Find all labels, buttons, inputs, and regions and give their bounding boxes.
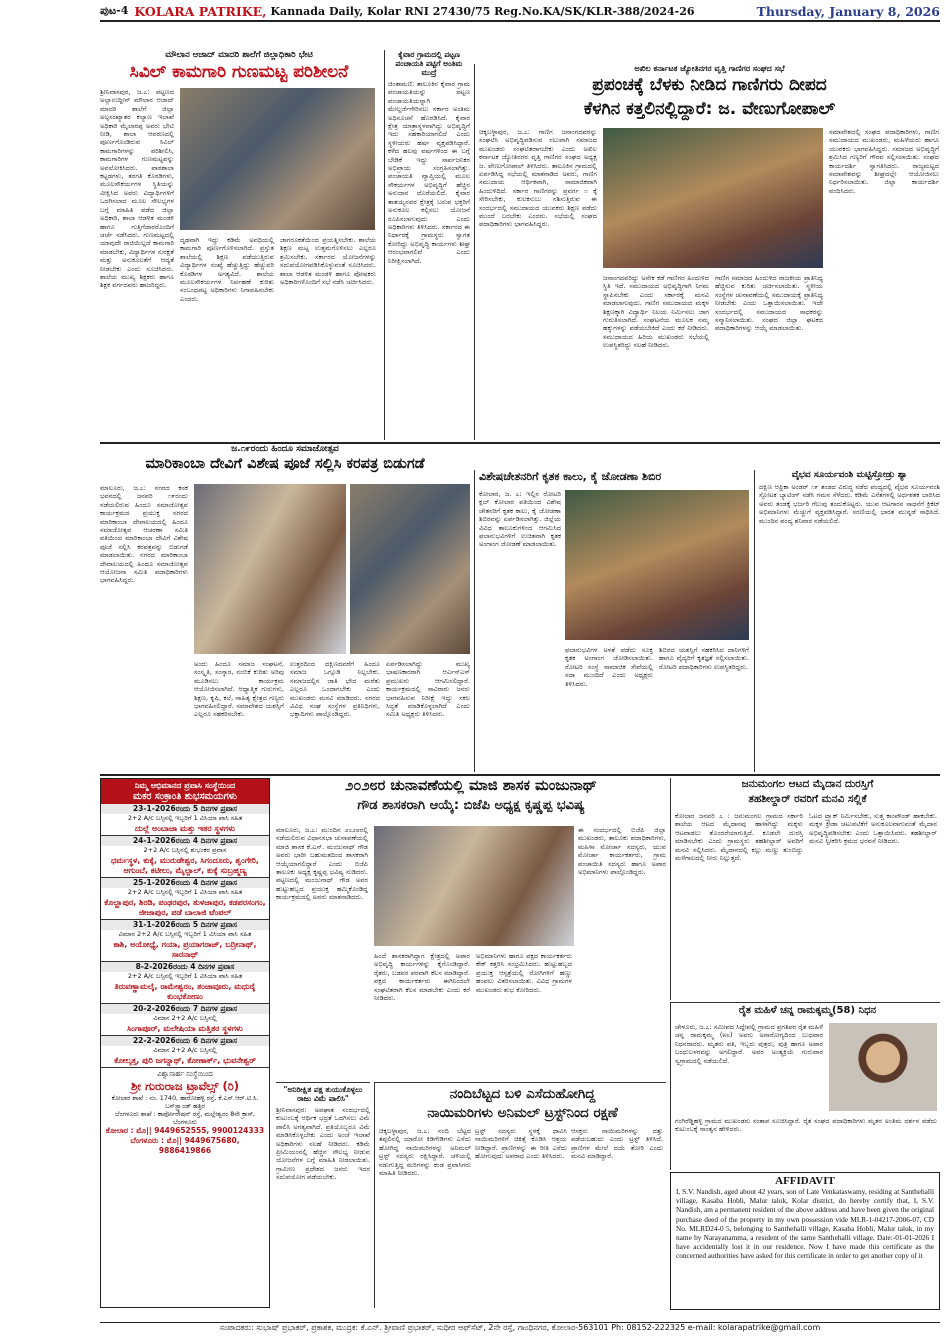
ad-tour-date: 23-1-2026ರಂದು 5 ದಿನಗಳ ಪ್ರವಾಸ (101, 804, 269, 814)
story-headline-line2: ಗೌಡ ಶಾಸಕರಾಗಿ ಆಯ್ಕೆ: ಬಿಜೆಪಿ ಅಧ್ಯಕ್ಷ ಕೃಷ್ಣಪ್ಪ ಭವಿಷ್ಯ (357, 798, 585, 813)
paper-sub: Kannada Daily, Kolar RNI 27430/75 Reg.No.KA/SK/KLR-388/2024-26 (270, 4, 695, 18)
divider (100, 774, 940, 776)
affidavit-body: I, S.V. Nandish, aged about 42 years, son of Late Venkataswamy, residing at Santhehalli village, Kasaba Hobli, Malur taluk, Kolar district, do hereby certify that, I, S.V. Nandish, am a permanent resident of the above address and have been given the original purchase deed of the property in my own possession vide MLR-1-04217-2006-07, CD No. MLRD24-0 5, belonging to Santhehalli village, Kasaba Hobli, Malur taluk, in my name by Narayanamma, a resident of the same Santhehalli village. Date:-01-01-2026 I have accidentally lost it in our residence. Now I have made this certificate as the concerned authorities have asked for this certificate in order to get another copy of it (676, 1187, 934, 1261)
story-ganiga (474, 64, 940, 440)
obituary (670, 1002, 940, 1170)
obit-body-2: ಗಂಗಿರೆಡ್ಡಿಹಳ್ಳಿ ಗ್ರಾಮದ ಮುಖಂಡರು ಸಂತಾಪ ಸೂಚಿಸಿದ್ದಾರೆ. ರೈತ ಸಂಘದ ಪದಾಧಿಕಾರಿಗಳು ಮೃತರ ಅಂತಿಮ ದರ್ಶನ ಪಡೆದು ಕುಟುಂಬಕ್ಕೆ ಸಾಂತ್ವನ ಹೇಳಿದರು. (675, 1117, 937, 1134)
story-body-col1: ಶ್ರೀನಿವಾಸಪುರ, ಜ.೭: ಪಟ್ಟಣದ ಅಲ್ಲಾಉದ್ದೀನ್ ಮೌಲಾನ ಆಜಾದ್ ಮಾದರಿ ಶಾಲೆಗೆ ಜಿಲ್ಲಾ ಅಲ್ಪಸಂಖ್ಯಾತರ ಕಲ್ಯಾಣ ಇಲಾಖೆ ಅಧಿಕಾರಿ ಮೈಲಾರಪ್ಪ ಅವರು ಭೇಟಿ ನೀಡಿ, ಶಾಲಾ ಆವರಣದಲ್ಲಿ ಪೂರ್ಣಗೊಂಡಿರುವ ಸಿವಿಲ್ ಕಾಮಗಾರಿಗಳನ್ನು ಪರಿಶೀಲಿಸಿ, ಕಾಮಗಾರಿಗಳ ಗುಣಮಟ್ಟವನ್ನು ಅವಲೋಕಿಸಿದರು. ಪಾಠಶಾಲಾ ಕಟ್ಟಡಗಳು, ತರಗತಿ ಕೊಠಡಿಗಳು, ಮೂಲಸೌಕರ್ಯಗಳ ಸ್ಥಿತಿಯನ್ನು ವೀಕ್ಷಿಸಿದ ಅವರು ವಿದ್ಯಾರ್ಥಿಗಳಿಗೆ ಒದಗಿಸಲಾದ ಮೂಲ ಸೌಲಭ್ಯಗಳ ಬಗ್ಗೆ ಮಾಹಿತಿ ಪಡೆದ ಜಿಲ್ಲಾ ಅಧಿಕಾರಿ, ಶಾಲಾ ಆಡಳಿತ ಮಂಡಳಿ ಹಾಗೂ ಗುತ್ತಿಗೆದಾರರೊಂದಿಗೆ ಚರ್ಚೆ ನಡೆಸಿದರು. ಗುಣಮಟ್ಟದಲ್ಲಿ ಯಾವುದೇ ರಾಜಿಯಿಲ್ಲದೆ ಕಾಮಗಾರಿ ಮಾಡಬೇಕು, ವಿದ್ಯಾರ್ಥಿಗಳ ಸುರಕ್ಷತೆ ಮತ್ತು ಅನುಕೂಲತೆಗೆ ಆದ್ಯತೆ ನೀಡಬೇಕು ಎಂದು ಸೂಚಿಸಿದರು. ಶಾಲೆಯ ಮುಖ್ಯ ಶಿಕ್ಷಕರು ಹಾಗೂ ಶಿಕ್ಷಕ ವರ್ಗದವರು ಹಾಜರಿದ್ದರು. (100, 88, 174, 290)
story-civil-works (100, 50, 378, 440)
story-photo (374, 826, 574, 946)
story-headline: ಮಾರಿಕಾಂಬಾ ದೇವಿಗೆ ವಿಶೇಷ ಪೂಜೆ ಸಲ್ಲಿಸಿ ಕರಪತ್ರ ಬಿಡುಗಡೆ (145, 456, 425, 472)
story-photo (180, 88, 375, 230)
ad-tour-item (101, 878, 269, 920)
ad-tour-bus: ವಿಮಾನ 2+2 A/c ಬಸ್ಸಿನಲ್ಲಿ (153, 1014, 217, 1022)
affidavit (670, 1172, 940, 1310)
obit-body: ಚೇಳೂರು, ಜ.೭: ಸಮೀಪದ ಸಿದ್ದೇಪಲ್ಲಿ ಗ್ರಾಮದ ಪ್ರಗತಿಪರ ರೈತ ಮಹಿಳೆ ಚನ್ನ ರಾಮಕ್ಕಮ್ಮ (೫೮) ಅವರು ಅನಾರೋಗ್ಯದಿಂದ ಬುಧವಾರ ನಿಧನರಾದರು. ಮೃತರು ಪತಿ, ಇಬ್ಬರು ಪುತ್ರರು, ಪುತ್ರಿ ಹಾಗೂ ಅಪಾರ ಬಂಧುಬಳಗವನ್ನು ಅಗಲಿದ್ದಾರೆ. ಅವರ ಅಂತ್ಯಕ್ರಿಯೆ ಗುರುವಾರ ಸ್ವಗ್ರಾಮದಲ್ಲಿ ನಡೆಯಲಿದೆ. (675, 1023, 823, 1065)
story-body-col3: ಅಭಿಮಾನಿಗಳು ಹಾಗೂ ಪಕ್ಷದ ಕಾರ್ಯಕರ್ತರು ಕೇಕ್ ಕತ್ತರಿಸಿ ಸಂಭ್ರಮಿಸಿದರು. ಹುಟ್ಟುಹಬ್ಬದ ಪ್ರಯುಕ್ತ ಆಸ್ಪತ್ರೆಯಲ್ಲಿ ರೋಗಿಗಳಿಗೆ ಹಣ್ಣು ಹಂಪಲು ವಿತರಿಸಲಾಯಿತು. ವಿವಿಧ ಗ್ರಾಮಗಳ ಮುಖಂಡರು ಶುಭ ಕೋರಿದರು. (476, 952, 572, 994)
story-body: ಶ್ರೀನಿವಾಸಪುರ: ಅಪಘಾತ ಸಂದರ್ಭದಲ್ಲಿ ಕುಟುಂಬಕ್ಕೆ ಆರ್ಥಿಕ ಭದ್ರತೆ ಒದಗಿಸಲು ವಿಮೆ ಪಾಲಿಸಿ ಅಗತ್ಯವಾಗಿದೆ. ಪ್ರತಿಯೊಬ್ಬರೂ ವಿಮೆ ಮಾಡಿಸಿಕೊಳ್ಳಬೇಕು ಎಂದು ಅಂಚೆ ಇಲಾಖೆ ಅಧಿಕಾರಿಗಳು ಸಲಹೆ ನೀಡಿದರು. ಕಡಿಮೆ ಪ್ರೀಮಿಯಂನಲ್ಲಿ ಹೆಚ್ಚಿನ ಸೌಲಭ್ಯ ನೀಡುವ ಯೋಜನೆಗಳ ಬಗ್ಗೆ ಮಾಹಿತಿ ನೀಡಲಾಯಿತು. ಗ್ರಾಮೀಣ ಪ್ರದೇಶದ ಜನರು ಇದರ ಸದುಪಯೋಗ ಪಡೆಯಬೇಕು. (276, 1106, 370, 1182)
story-kicker: ಕೈವಾರ ಗ್ರಾಮದಲ್ಲಿ ಪಟ್ಟಣ ಪಂಚಾಯತಿ ಪಟ್ಟಿಗೆ ಅಂತಿಮ ಮುದ್ರೆ (395, 50, 463, 77)
story-photo-right (350, 484, 470, 654)
ad-brand-small: ವಿಶ್ವಾಸಾರ್ಹ ಸಂಸ್ಥೆಯಿಂದ (157, 1070, 213, 1078)
ad-tour-places: ತಿರುವಣ್ಣಾಮಲೈ, ರಾಮೇಶ್ವರಂ, ತಂಜಾವೂರು, ಮಧುರೈ ಕುಂಭಕೋಣಂ (114, 982, 256, 1001)
story-body-col3: ಆಸಕ್ತರು ನಾಯಿಮರಿಗಳನ್ನು ದತ್ತು ಪಡೆಯಬಹುದು ಎಂದು ಟ್ರಸ್ಟ್ ತಿಳಿಸಿದೆ. ಪ್ರಾಣಿಗಳ ಮೇಲೆ ದಯೆ ತೋರಿ ಎಂದು ಮನವಿ ಮಾಡಿದ್ದಾರೆ. (571, 1127, 663, 1161)
ad-tour-date: 25-1-2026ರಂದು 4 ದಿನಗಳ ಪ್ರವಾಸ (101, 878, 269, 888)
ad-title-line1: ನಿಮ್ಮ ಆಭಿಮಾನದ ಪ್ರವಾಸಿ ಸಂಸ್ಥೆಯಿಂದ (134, 781, 236, 790)
story-insurance (276, 1082, 370, 1308)
ad-tour-list (101, 804, 269, 1068)
footer (100, 1322, 940, 1335)
ad-tour-bus: ವಿಮಾನ 2+2 A/c ಬಸ್ಸಿನಲ್ಲಿ (153, 1046, 217, 1054)
ad-tour-date: 20-2-2026ರಂದು 7 ದಿನಗಳ ಪ್ರವಾಸ (101, 1004, 269, 1014)
story-body-col2: ಓಟದ ಟ್ರ್ಯಾಕ್ ನಿರ್ಮಿಸಬೇಕು, ಸುತ್ತ ಕಾಂಪೌಂಡ್ ಹಾಕಬೇಕು. ಮಕ್ಕಳ ಕ್ರೀಡಾ ಚಟುವಟಿಕೆಗೆ ಅನುಕೂಲವಾಗುವಂತೆ ಮೈದಾನ ಅಭಿವೃದ್ಧಿಪಡಿಸಬೇಕು ಎಂದು ಒತ್ತಾಯಿಸಿದರು. ತಹಶೀಲ್ದಾರ್ ಮನವಿ ಸ್ವೀಕರಿಸಿ ಕ್ರಮದ ಭರವಸೆ ನೀಡಿದರು. (809, 812, 937, 846)
footer-imprint: ಸಂಪಾದಕರು: ಸುಭಾಷ್ ಪ್ರಭಾಕರ್, ಪ್ರಕಾಶಕ, ಮುದ್ರಕ: ಕೆ.ಎನ್. ಶ್ರೀವಾಣಿ ಪ್ರಭಾಕರ್, ಸುಧೀರ ಆಫ್‌ಸೆಟ್, 2ನೇ ರಸ್ತೆ, ಗಾಂಧಿನಗರ, ಕೋಲಾರ-563101 Ph: 08152-222325 e-mail: kolarapatrike@gmail.com (219, 1323, 821, 1332)
ad-brand-block (101, 1068, 269, 1155)
story-body-col4: ಈ ಸಂದರ್ಭದಲ್ಲಿ ಬಿಜೆಪಿ ಜಿಲ್ಲಾ ಮುಖಂಡರು, ತಾಲೂಕು ಪದಾಧಿಕಾರಿಗಳು, ಮಹಿಳಾ ಮೋರ್ಚಾ ಸದಸ್ಯರು, ಯುವ ಮೋರ್ಚಾ ಕಾರ್ಯಕರ್ತರು, ಗ್ರಾಮ ಪಂಚಾಯಿತಿ ಸದಸ್ಯರು ಹಾಗೂ ಅಪಾರ ಅಭಿಮಾನಿಗಳು ಪಾಲ್ಗೊಂಡಿದ್ದರು. (578, 826, 666, 877)
ad-tour-item (101, 920, 269, 962)
ad-tour-item (101, 1004, 269, 1036)
ad-tour-item (101, 1036, 269, 1068)
ad-tour-date: 22-2-2026ರಂದು 6 ದಿನಗಳ ಪ್ರವಾಸ (101, 1036, 269, 1046)
ad-tour-item (101, 804, 269, 836)
story-body-col1: ಚಿಕ್ಕಬಳ್ಳಾಪುರ, ಜ.೭: ಗಾಣಿಗ ಜನಾಂಗದವರನ್ನು ಸಂಘಟಿಸಿ ಅಭಿವೃದ್ಧಿಪಡಿಸುವ ಸಲುವಾಗಿ ಸಮಾಜದ ಮುಖಂಡರು ಸಂಘಟಿತರಾಗಬೇಕು ಎಂದು ಅಖಿಲ ಕರ್ನಾಟಕ ಜ್ಯೋತಿನಗರ ವೃತ್ತಿ ಗಾಣಿಗರ ಸಂಘದ ಅಧ್ಯಕ್ಷ ಜ. ವೇಣುಗೋಪಾಲ್ ತಿಳಿಸಿದರು. ತಾಲೂಕಿನ ಗ್ರಾಮದಲ್ಲಿ ಏರ್ಪಡಿಸಿದ್ದ ಸಭೆಯಲ್ಲಿ ಮಾತನಾಡಿದ ಅವರು, ಗಾಣಿಗ ಸಮುದಾಯ ಆರ್ಥಿಕವಾಗಿ, ಸಾಮಾಜಿಕವಾಗಿ ಹಿಂದುಳಿದಿದೆ. ಸರ್ಕಾರ ಗಾಣಿಗರನ್ನು ಪ್ರವರ್ಗ ೧ ಕ್ಕೆ ಸೇರಿಸಬೇಕು, ಕುಲಕಸುಬು ನಶಿಸುತ್ತಿರುವ ಈ ಸಂದರ್ಭದಲ್ಲಿ ಸಮುದಾಯದ ಯುವಕರು ಶಿಕ್ಷಣ ಪಡೆದು ಮುಂದೆ ಬರಬೇಕು ಎಂದರು. ಸಭೆಯಲ್ಲಿ ಸಂಘದ ಪದಾಧಿಕಾರಿಗಳು ಭಾಗವಹಿಸಿದ್ದರು. (479, 128, 597, 229)
story-headline: ವಿಶೇಷಚೇತನರಿಗೆ ಕೃತಕ ಕಾಲು, ಕೈ ಜೋಡಣಾ ಶಿಬಿರ (479, 470, 662, 483)
story-body-col2: ಟ್ರಸ್ಟ್ ಸದಸ್ಯರು ಸ್ಥಳಕ್ಕೆ ಧಾವಿಸಿ ನಾಯಿಮರಿಗಳಿಗೆ ಚಿಕಿತ್ಸೆ ಕೊಡಿಸಿ ಆಶ್ರಯ ನೀಡಿದ್ದಾರೆ. ಪ್ರಾಣಿಗಳನ್ನು ಈ ರೀತಿ ಎಸೆದು ಹೋಗುವುದು ಅಪರಾಧ ಎಂದು ತಿಳಿಸಿದರು. (475, 1127, 567, 1161)
story-headline-line1: ೨೦೨೮ರ ಚುನಾವಣೆಯಲ್ಲಿ ಮಾಜಿ ಶಾಸಕ ಮಂಜುನಾಥ್ (345, 778, 597, 794)
story-body-col3: ಗಾಣಿಗ ಸಮಾಜದ ಹಿಂದುಳಿದ ರಾಜಕೀಯ ಪ್ರಾತಿನಿಧ್ಯ ಹೆಚ್ಚಿಸುವ ಕುರಿತು ಚರ್ಚಿಸಲಾಯಿತು. ಸ್ಥಳೀಯ ಸಂಸ್ಥೆಗಳ ಚುನಾವಣೆಯಲ್ಲಿ ಸಮುದಾಯಕ್ಕೆ ಪ್ರಾತಿನಿಧ್ಯ ನೀಡಬೇಕು ಎಂದು ಒತ್ತಾಯಿಸಲಾಯಿತು. ಇದೇ ಸಂದರ್ಭದಲ್ಲಿ ಸಮುದಾಯದ ಸಾಧಕರನ್ನು ಸನ್ಮಾನಿಸಲಾಯಿತು. ಸಂಘದ ಜಿಲ್ಲಾ ಘಟಕದ ಪದಾಧಿಕಾರಿಗಳನ್ನು ಆಯ್ಕೆ ಮಾಡಲಾಯಿತು. (715, 274, 823, 333)
ad-tour-item (101, 836, 269, 878)
travel-ad (100, 778, 270, 1308)
story-kicker: "ಅನಿರೀಕ್ಷಿತ ಪಕ್ಷ ತುಯುಕೊಳ್ಳಲು ರಾಜು ವಿಮೆ ಪಾಲಿಸಿ" (283, 1085, 363, 1103)
page-number: ಪುಟ-4 (100, 4, 129, 17)
obit-headline: ರೈತ ಮಹಿಳೆ ಚನ್ನ ರಾಮಕ್ಕಮ್ಮ(58) ನಿಧನ (738, 1005, 877, 1016)
ad-phone-2: ಬೆಂಗಳೂರು : ಮೊ|| 9449675680, 9886419866 (130, 1136, 240, 1155)
story-headline-line2: ನಾಯಿಮರಿಗಳು ಅನಿಮಲ್ ಟ್ರಸ್ಟ್‌ನಿಂದ ರಕ್ಷಣೆ (427, 1105, 618, 1121)
ad-tour-bus: 2+2 A/c ಬಸ್ಸಿನಲ್ಲಿ ಇಬ್ಬರಿಗೆ 1 ವಿಸಿಯಾ ಪಾಸಿ ಸಹಿತ (127, 814, 243, 822)
paper-name: KOLARA PATRIKE, (134, 3, 267, 19)
ad-tour-date: 8-2-2026ರಂದು 4 ದಿನಗಳ ಪ್ರವಾಸ (101, 962, 269, 972)
story-marikamba (100, 444, 470, 772)
ad-title (101, 779, 269, 804)
story-body-col4: ಏರ್ಪಡಿಸಲಾಗಿದ್ದು ಮುಖ್ಯ ಭಾಷಣಕಾರರಾಗಿ ಆರ್ಎಸ್ಎಸ್ ಪ್ರಮುಖರು ಆಗಮಿಸಲಿದ್ದಾರೆ. ಕಾರ್ಯಕ್ರಮದಲ್ಲಿ ಸಾವಿರಾರು ಜನರು ಭಾಗವಹಿಸುವ ನಿರೀಕ್ಷೆ ಇದ್ದು ಸಕಲ ಸಿದ್ಧತೆ ಮಾಡಿಕೊಳ್ಳಲಾಗಿದೆ ಎಂದು ಸಮಿತಿ ಅಧ್ಯಕ್ಷರು ತಿಳಿಸಿದರು. (386, 660, 470, 719)
story-kicker: ಮೌಲಾನ ಆಜಾದ್ ಮಾದರಿ ಶಾಲೆಗೆ ಜಿಲ್ಲಾಧಿಕಾರಿ ಭೇಟಿ (165, 50, 313, 60)
issue-date: Thursday, January 8, 2026 (756, 3, 940, 19)
story-body-col3: ಶಿಬಿರದ ಯಶಸ್ಸಿಗೆ ಸಹಕರಿಸಿದ ದಾನಿಗಳಿಗೆ ಹಾಗೂ ವೈದ್ಯರಿಗೆ ಕೃತಜ್ಞತೆ ಸಲ್ಲಿಸಲಾಯಿತು. ರೋಟರಿ ಪದಾಧಿಕಾರಿಗಳು ಉಪಸ್ಥಿತರಿದ್ದರು. (659, 646, 749, 671)
ad-tour-places: ಕಾಶಿ, ಅಯೋಧ್ಯೆ, ಗಯಾ, ಪ್ರಯಾಗರಾಜ್, ಬದ್ರೀನಾಥ್, ಸಾರನಾಥ್ (113, 940, 257, 959)
story-manjunath (276, 778, 666, 1078)
obit-portrait (829, 1023, 937, 1111)
masthead (100, 2, 940, 22)
ad-tour-bus: 2+2 A/c ಬಸ್ಸಿನಲ್ಲಿ ಇಬ್ಬರಿಗೆ 1 ವಿಸಿಯಾ ಪಾಸಿ ಸಹಿತ (127, 972, 243, 980)
ad-phone-1: ಕೋಲಾರ : ಮೊ|| 9449652555, 9900124333 (105, 1126, 265, 1135)
ad-tour-bus: ವಿಮಾನ 2+2 A/c ಬಸ್ಸಿನಲ್ಲಿ ಇಬ್ಬರಿಗೆ 1 ವಿಸಿಯಾ ಪಾಸಿ ಸಹಿತ (118, 930, 252, 938)
ad-title-line2: ಮಕರ ಸಂಕ್ರಾಂತಿ ಶುಭಸಮಯಗಳು (133, 791, 237, 802)
story-kicker: ಜ.೧೯ರಂದು ಹಿಂದೂ ಸಮಾಜೋತ್ಸವ (231, 444, 339, 454)
ad-brand: ಶ್ರೀ ಗುರುರಾಜ ಟ್ರಾವೆಲ್ಸ್ (ರಿ) (130, 1079, 240, 1093)
story-body-col2: ಜನಾಂಗದವರಿದ್ದು ಅನೇಕ ಕಡೆ ಗಾಣಿಗರ ಹಿಂದುಳಿದ ಸ್ಥಿತಿ ಇದೆ. ಸಮುದಾಯದ ಅಭಿವೃದ್ಧಿಗಾಗಿ ನಿಗಮ ಸ್ಥಾಪಿಸಬೇಕು ಎಂದು ಸರ್ಕಾರಕ್ಕೆ ಮನವಿ ಮಾಡಲಾಗುವುದು. ಗಾಣಿಗ ಸಮುದಾಯದ ಮಕ್ಕಳ ಶಿಕ್ಷಣಕ್ಕಾಗಿ ವಿದ್ಯಾರ್ಥಿ ನಿಲಯ ನಿರ್ಮಿಸಲು ಜಾಗ ಗುರುತಿಸಲಾಗಿದೆ. ಸಂಘಟನೆಯ ಮೂಲಕ ನಮ್ಮ ಹಕ್ಕುಗಳನ್ನು ಪಡೆಯಬೇಕಿದೆ ಎಂದು ಕರೆ ನೀಡಿದರು. ಸಮುದಾಯದ ಹಿರಿಯ ಮುಖಂಡರು ಸಭೆಯಲ್ಲಿ ಉಪಸ್ಥಿತರಿದ್ದು ಸಲಹೆ ನೀಡಿದರು. (603, 274, 709, 350)
story-body-col1: ಮಾಲೂರು, ಜ.೭: ಮುಂದಿನ ೨೦೨೮ರಲ್ಲಿ ನಡೆಯಲಿರುವ ವಿಧಾನಸಭಾ ಚುನಾವಣೆಯಲ್ಲಿ ಮಾಜಿ ಶಾಸಕ ಕೆ.ಎಸ್. ಮಂಜುನಾಥ್ ಗೌಡ ಅವರು ಭಾರೀ ಬಹುಮತದಿಂದ ಶಾಸಕರಾಗಿ ಆಯ್ಕೆಯಾಗಲಿದ್ದಾರೆ ಎಂದು ಬಿಜೆಪಿ ತಾಲೂಕು ಅಧ್ಯಕ್ಷ ಕೃಷ್ಣಪ್ಪ ಭವಿಷ್ಯ ನುಡಿದರು. ಪಟ್ಟಣದಲ್ಲಿ ಮಂಜುನಾಥ್ ಗೌಡ ಅವರ ಹುಟ್ಟುಹಬ್ಬದ ಪ್ರಯುಕ್ತ ಹಮ್ಮಿಕೊಂಡಿದ್ದ ಕಾರ್ಯಕ್ರಮದಲ್ಲಿ ಅವರು ಮಾತನಾಡಿದರು. (276, 826, 368, 902)
story-kaiwara (384, 50, 470, 440)
story-headline-line1: ಪ್ರಪಂಚಕ್ಕೆ ಬೆಳಕು ನೀಡಿದ ಗಾಣಿಗರು ದೀಪದ (592, 75, 827, 95)
story-body-col3: ಜಾಗರೂಕತೆಯಿಂದ ಪ್ರಯತ್ನಿಸಬೇಕು. ಶಾಲೆಯ ಶಿಕ್ಷಣ ಮಟ್ಟ ಉತ್ತಮಗೊಳಿಸಲು ಎಲ್ಲರೂ ಶ್ರಮಿಸಬೇಕು. ಸರ್ಕಾರದ ಯೋಜನೆಗಳನ್ನು ಸದುಪಯೋಗಪಡಿಸಿಕೊಳ್ಳುವಂತೆ ಸೂಚಿಸಿದರು. ಶಾಲಾ ಆಡಳಿತ ಮಂಡಳಿ ಹಾಗೂ ಪೋಷಕರು ಅಧಿಕಾರಿಗಳೊಂದಿಗೆ ಸಭೆ ನಡೆಸಿ ಚರ್ಚಿಸಿದರು. (280, 236, 376, 287)
story-playground (670, 778, 940, 1000)
story-body-col3: ಉತ್ತರದಿಂದ ದಕ್ಷಿಣದವರೆಗೆ ಹಿಂದೂ ಸಮಾಜ ಒಗ್ಗೂಡಿ ನಿಲ್ಲಬೇಕು. ಸಮಾಜದಲ್ಲಿನ ಜಾತಿ ಭೇದ ಮರೆತು ಎಲ್ಲರೂ ಒಂದಾಗಬೇಕು ಎಂದು ಮುಖಂಡರು ಮನವಿ ಮಾಡಿದರು. ನಗರದ ವಿವಿಧ ಸಂಘ ಸಂಸ್ಥೆಗಳ ಪ್ರತಿನಿಧಿಗಳು, ಭಕ್ತಾದಿಗಳು ಪಾಲ್ಗೊಂಡಿದ್ದರು. (290, 660, 380, 719)
story-body-col2: ಫಲಾನುಭವಿಗಳ ಅಳತೆ ಪಡೆದು ಸೂಕ್ತ ಕೃತಕ ಅಂಗಾಂಗ ಜೋಡಿಸಲಾಯಿತು. ರೋಟರಿ ಸಂಸ್ಥೆ ಸಾಮಾಜಿಕ ಸೇವೆಯಲ್ಲಿ ಸದಾ ಮುಂದಿದೆ ಎಂದು ಅಧ್ಯಕ್ಷರು ತಿಳಿಸಿದರು. (565, 646, 653, 688)
story-body-col1: ಕೋಲಾರ, ಜ. ೭: ಇಲ್ಲಿನ ರೋಟರಿ ಕ್ಲಬ್ ಕೋಲಾರ ವತಿಯಿಂದ ವಿಶೇಷ ಚೇತನರಿಗೆ ಕೃತಕ ಕಾಲು, ಕೈ ಜೋಡಣಾ ಶಿಬಿರವನ್ನು ಏರ್ಪಡಿಸಲಾಗಿತ್ತು. ಜಿಲ್ಲೆಯ ವಿವಿಧ ತಾಲೂಕುಗಳಿಂದ ಆಗಮಿಸಿದ ಫಲಾನುಭವಿಗಳಿಗೆ ಉಚಿತವಾಗಿ ಕೃತಕ ಅಂಗಾಂಗ ಜೋಡಣೆ ಮಾಡಲಾಯಿತು. (479, 490, 561, 549)
story-body-col2: ದೃಢವಾಗಿ ಇದ್ದು ಕಡಿಮೆ ಅವಧಿಯಲ್ಲಿ ಕಾಮಗಾರಿ ಪೂರ್ಣಗೊಳಿಸಲಾಗಿದೆ. ಪ್ರಸ್ತುತ ಶಾಲೆಯಲ್ಲಿ ಶಿಕ್ಷಣ ಪಡೆಯುತ್ತಿರುವ ವಿದ್ಯಾರ್ಥಿಗಳ ಸಂಖ್ಯೆ ಹೆಚ್ಚುತ್ತಿದ್ದು ಹೆಚ್ಚುವರಿ ಕೊಠಡಿಗಳ ಅಗತ್ಯವಿದೆ. ಶಾಲೆಯ ಮೂಲಸೌಕರ್ಯಗಳ ನಿರ್ವಹಣೆ ಕುರಿತು ಸಂಬಂಧಪಟ್ಟ ಅಧಿಕಾರಿಗಳು ನಿಗಾವಹಿಸಬೇಕು ಎಂದರು. (180, 236, 274, 303)
ad-tour-bus: 2+2 A/c ಬಸ್ಸಿನಲ್ಲಿ ಇಬ್ಬರಿಗೆ 1 ವಿಸಿಯಾ ಪಾಸಿ ಸಹಿತ (127, 888, 243, 896)
story-body-col4: ಸಮಾವೇಶದಲ್ಲಿ ಸಂಘದ ಪದಾಧಿಕಾರಿಗಳು, ಗಾಣಿಗ ಸಮುದಾಯದ ಮುಖಂಡರು, ಮಹಿಳೆಯರು ಹಾಗೂ ಯುವಕರು ಭಾಗವಹಿಸಿದ್ದರು. ಸಮಾಜದ ಅಭಿವೃದ್ಧಿಗೆ ಶ್ರಮಿಸಿದ ಗಣ್ಯರಿಗೆ ಗೌರವ ಸಲ್ಲಿಸಲಾಯಿತು. ಸಂಘದ ಕಾರ್ಯದರ್ಶಿ ಸ್ವಾಗತಿಸಿದರು. ರಾಜ್ಯಮಟ್ಟದ ಸಮಾವೇಶವನ್ನು ಶೀಘ್ರದಲ್ಲೇ ಆಯೋಜಿಸಲು ನಿರ್ಧರಿಸಲಾಯಿತು. ಜಿಲ್ಲಾ ಕಾರ್ಯದರ್ಶಿ ವಂದಿಸಿದರು. (829, 128, 939, 195)
story-headline-line1: ಜನುಮಂಗಲ ಆಟದ ಮೈದಾನ ದುರಸ್ತಿಗೆ (741, 778, 874, 790)
ad-tour-places: ಧರ್ಮಸ್ಥಳ, ಕುಕ್ಕೆ, ಮುರುಡೇಶ್ವರ, ಸಿಗಂದೂರು, ಶೃಂಗೇರಿ, ಆಗುಂಬೆ, ಕಟೀಲು, ಮೈಲ್ಪಾಲ್, ಕುಕ್ಕೆ ಸುಬ್ರಹ್ಮಣ್ಯ (111, 856, 259, 875)
story-headline-line2: ತಹಶೀಲ್ದಾರ್ ರವರಿಗೆ ಮನವಿ ಸಲ್ಲಿಕೆ (748, 793, 867, 805)
story-body-col2: ಅಂದು ಹಿಂದೂ ಸಮಾಜ ಸಂಘಟನೆ, ಸಂಸ್ಕೃತಿ, ಸಂಸ್ಕಾರ, ನಂಬಿಕೆ ಕುರಿತು ಅರಿವು ಮೂಡಿಸಲು ಕಾರ್ಯಕ್ರಮ ಆಯೋಜಿಸಲಾಗಿದೆ. ಆಧ್ಯಾತ್ಮಿಕ ಗುರುಗಳು, ಶಿಕ್ಷಣ, ಕೃಷಿ, ಕಲೆ, ಸಾಹಿತ್ಯ ಕ್ಷೇತ್ರದ ಗಣ್ಯರು ಭಾಗವಹಿಸಲಿದ್ದಾರೆ. ಸಮಾವೇಶದ ಯಶಸ್ಸಿಗೆ ಎಲ್ಲರೂ ಸಹಕರಿಸಬೇಕು. (194, 660, 284, 719)
story-body-col1: ಕೋಲಾರ ಜನವರಿ ೭ : ಜನುಮಂಗಲ ಗ್ರಾಮದ ಸರ್ಕಾರಿ ಶಾಲೆಯ ಆಟದ ಮೈದಾನವು ಹಾಳಾಗಿದ್ದು ಮಕ್ಕಳು ಆಟವಾಡಲು ತೊಂದರೆಯಾಗುತ್ತಿದೆ. ಕೂಡಲೇ ದುರಸ್ತಿ ಮಾಡಿಸಬೇಕು ಎಂದು ಗ್ರಾಮಸ್ಥರು ತಹಶೀಲ್ದಾರ್ ಅವರಿಗೆ ಮನವಿ ಸಲ್ಲಿಸಿದರು. ಮೈದಾನದಲ್ಲಿ ಕಲ್ಲು ಮಣ್ಣು ತುಂಬಿದ್ದು ಮಳೆಗಾಲದಲ್ಲಿ ನೀರು ನಿಲ್ಲುತ್ತದೆ. (675, 812, 803, 863)
ad-tour-item (101, 962, 269, 1004)
ad-tour-places: ದುಲ್ಲೆ ಅಂಬಾಜಾ ಮತ್ತು ಇತರ ಸ್ಥಳಗಳು (135, 824, 235, 833)
story-headline: ಸಿವಿಲ್ ಕಾಮಗಾರಿ ಗುಣಮಟ್ಟ ಪರಿಶೀಲನೆ (129, 62, 349, 82)
story-photo (565, 490, 749, 640)
story-prosthetic-camp (474, 470, 750, 772)
ad-tour-places: ಸಿಂಗಾಪೂರ್, ಮಲೇಷಿಯಾ ಮತ್ತಿತರ ಸ್ಥಳಗಳು (127, 1024, 243, 1033)
ad-tour-bus: 2+2 A/c ಬಸ್ಸಿನಲ್ಲಿ ಶುಭಂಕರ ಪ್ರವಾಸ (143, 846, 227, 854)
story-headline-line1: ನಂದಿಬೆಟ್ಟದ ಬಳಿ ಎಸೆದುಹೋಗಿದ್ದ (449, 1086, 596, 1102)
affidavit-title: AFFIDAVIT (775, 1175, 835, 1187)
story-puppies (374, 1082, 666, 1308)
story-body-col1: ಮಾಲೂರು, ಜ.೭: ನಗರದ ಕನಕ ಭವನದಲ್ಲಿ ಜನವರಿ ೧೯ರಂದು ನಡೆಯಲಿರುವ ಹಿಂದೂ ಸಮಾಜೋತ್ಸವ ಕಾರ್ಯಕ್ರಮದ ಪ್ರಯುಕ್ತ ನಗರದ ಮಾರಿಕಾಂಬಾ ದೇವಾಲಯದಲ್ಲಿ ಹಿಂದೂ ಸಮಾಜೋತ್ಸವ ಆಚರಣಾ ಸಮಿತಿ ವತಿಯಿಂದ ಮಾರಿಕಾಂಬಾ ದೇವಿಗೆ ವಿಶೇಷ ಪೂಜೆ ಸಲ್ಲಿಸಿ ಕರಪತ್ರವನ್ನು ಬಿಡುಗಡೆ ಮಾಡಲಾಯಿತು. ನಗರದ ಮಾರಿಕಾಂಬಾ ದೇವಾಲಯದಲ್ಲಿ ಹಿಂದೂ ಸಮಾಜೋತ್ಸವ ಆಯೋಜನಾ ಸಮಿತಿ ಪದಾಧಿಕಾರಿಗಳು ಭಾಗವಹಿಸಿದ್ದರು. (100, 484, 188, 585)
story-body: ದಕ್ಷಿಣ ಆಫ್ರಿಕಾ ಅಂಡರ್ ೧೯ ತಂಡದ ವಿರುದ್ಧ ನಡೆದ ಪಂದ್ಯದಲ್ಲಿ ವೈಭವ ಸೂರ್ಯವಂಶಿ ಸ್ಫೋಟಕ ಬ್ಯಾಟಿಂಗ್ ನಡೆಸಿ ಗಮನ ಸೆಳೆದರು. ಕಡಿಮೆ ಎಸೆತಗಳಲ್ಲಿ ಅರ್ಧಶತಕ ಬಾರಿಸಿದ ಅವರು ತಂಡಕ್ಕೆ ಭರ್ಜರಿ ಗೆಲುವು ತಂದುಕೊಟ್ಟರು. ಯುವ ಆಟಗಾರನ ಸಾಧನೆಗೆ ಕ್ರಿಕೆಟ್ ಅಭಿಮಾನಿಗಳು ಮೆಚ್ಚುಗೆ ವ್ಯಕ್ತಪಡಿಸಿದ್ದಾರೆ. ಸರಣಿಯಲ್ಲಿ ಭಾರತ ಮುನ್ನಡೆ ಸಾಧಿಸಿದೆ. ಮುಂದಿನ ಪಂದ್ಯ ಶನಿವಾರ ನಡೆಯಲಿದೆ. (759, 483, 940, 525)
ad-address-2: ಬೆಂಗಳೂರು ಶಾಖೆ : ಕಾರ್ಪೋರೇಷನ್ ರಸ್ತೆ, ಮಲ್ಲೇಶ್ವರಂ 8ನೇ ಕ್ರಾಸ್, ಬೆಂಗಳೂರು (115, 1110, 255, 1126)
story-cricket (754, 470, 940, 772)
story-body-col2: ಹಿಂದೆ ಶಾಸಕರಾಗಿದ್ದಾಗ ಕ್ಷೇತ್ರದಲ್ಲಿ ಅಪಾರ ಅಭಿವೃದ್ಧಿ ಕಾರ್ಯಗಳನ್ನು ಕೈಗೊಂಡಿದ್ದಾರೆ. ರೈತರು, ಬಡವರ ಪರವಾಗಿ ಕೆಲಸ ಮಾಡಿದ್ದಾರೆ. ಪಕ್ಷದ ಕಾರ್ಯಕರ್ತರು ಈಗಿನಿಂದಲೇ ಸಂಘಟಿತರಾಗಿ ಕೆಲಸ ಮಾಡಬೇಕು ಎಂದು ಕರೆ ನೀಡಿದರು. (374, 952, 470, 1003)
ad-tour-date: 31-1-2026ರಂದು 5 ದಿನಗಳ ಪ್ರವಾಸ (101, 920, 269, 930)
ad-tour-places: ಕೋಲ್ಕತ್ತ, ಪುರಿ ಜಗನ್ನಾಥ್, ಕೋಣಾರ್ಕ್, ಭುವನೇಶ್ವರ್ (114, 1056, 256, 1065)
story-headline-line2: ಕೆಳಗಿನ ಕತ್ತಲಿನಲ್ಲಿದ್ದಾರೆ: ಜ. ವೇಣುಗೋಪಾಲ್ (583, 99, 836, 119)
ad-tour-date: 24-1-2026ರಂದು 4 ದಿನಗಳ ಪ್ರವಾಸ (101, 836, 269, 846)
story-body: ಚಿಂತಾಮಣಿ: ತಾಲೂಕಿನ ಕೈವಾರ ಗ್ರಾಮ ಪಂಚಾಯತಿಯನ್ನು ಪಟ್ಟಣ ಪಂಚಾಯತಿಯನ್ನಾಗಿ ಮೇಲ್ದರ್ಜೆಗೇರಿಸಲು ಸರ್ಕಾರ ಅಂತಿಮ ಅಧಿಸೂಚನೆ ಹೊರಡಿಸಿದೆ. ಕೈವಾರ ಕ್ಷೇತ್ರ ಯಾತ್ರಾಸ್ಥಳವಾಗಿದ್ದು ಅಭಿವೃದ್ಧಿಗೆ ಇದು ಸಹಕಾರಿಯಾಗಲಿದೆ ಎಂದು ಸ್ಥಳೀಯರು ಹರ್ಷ ವ್ಯಕ್ತಪಡಿಸಿದ್ದಾರೆ. ಕಳೆದ ಹಲವು ವರ್ಷಗಳಿಂದ ಈ ಬಗ್ಗೆ ಬೇಡಿಕೆ ಇದ್ದು ಸಾರ್ವಜನಿಕರ ಅಭಿಪ್ರಾಯ ಸಂಗ್ರಹಿಸಲಾಗಿತ್ತು. ಪಂಚಾಯತಿ ವ್ಯಾಪ್ತಿಯಲ್ಲಿ ಮೂಲ ಸೌಕರ್ಯಗಳ ಅಭಿವೃದ್ಧಿಗೆ ಹೆಚ್ಚಿನ ಅನುದಾನ ದೊರೆಯಲಿದೆ. ಕೈವಾರ ತಾತಯ್ಯನವರ ಕ್ಷೇತ್ರಕ್ಕೆ ಬರುವ ಭಕ್ತರಿಗೆ ಅನುಕೂಲ ಕಲ್ಪಿಸಲು ಯೋಜನೆ ರೂಪಿಸಲಾಗುವುದು ಎಂದು ಅಧಿಕಾರಿಗಳು ತಿಳಿಸಿದರು. ಸರ್ಕಾರದ ಈ ನಿರ್ಧಾರಕ್ಕೆ ಗ್ರಾಮಸ್ಥರು ಸ್ವಾಗತ ಕೋರಿದ್ದು ಅಭಿವೃದ್ಧಿ ಕಾರ್ಯಗಳು ಶೀಘ್ರ ಆರಂಭವಾಗಲಿವೆ ಎಂದು ನಿರೀಕ್ಷಿಸಲಾಗಿದೆ. (388, 80, 470, 265)
ad-address-1: ಕೋಲಾರ ಶಾಖೆ : ನಂ. 1740, ಹಾರೋಹಳ್ಳಿ ರಸ್ತೆ, ಕೆ.ಎಸ್.ಆರ್.ಟಿ.ಸಿ. ಬಸ್‌ಸ್ಟ್ಯಾಂಡ್ ಹತ್ತಿರ (111, 1094, 259, 1110)
story-headline: ವೈಭವ ಸೂರ್ಯವಂಶಿ ಮಟ್ಟಿಸ್ತೋಡ್ರು ಶ್ಯಾ (791, 470, 908, 480)
story-kicker: ಅಖಿಲ ಕರ್ನಾಟಕ ಜ್ಯೋತಿನಗರ ವೃತ್ತಿ ಗಾಣಿಗರ ಸಂಘದ ಸಭೆ (634, 64, 785, 73)
story-photo (603, 128, 823, 268)
story-body-col1: ಚಿಕ್ಕಬಳ್ಳಾಪುರ, ಜ.೭: ನಂದಿ ಬೆಟ್ಟದ ತಪ್ಪಲಿನಲ್ಲಿ ಯಾರೋ ಕಿಡಿಗೇಡಿಗಳು ಎಸೆದು ಹೋಗಿದ್ದ ನಾಯಿಮರಿಗಳನ್ನು ಅನಿಮಲ್ ಟ್ರಸ್ಟ್ ಸದಸ್ಯರು ರಕ್ಷಿಸಿದ್ದಾರೆ. ಚಳಿಯಲ್ಲಿ ನಡುಗುತ್ತಿದ್ದ ಮರಿಗಳನ್ನು ಕಂಡ ಪ್ರವಾಸಿಗರು ಮಾಹಿತಿ ನೀಡಿದರು. (379, 1127, 471, 1178)
story-photo-left (194, 484, 346, 654)
ad-tour-places: ಕೊಲ್ಹಾಪುರ, ಶಿರಡಿ, ಪಂಢರಪುರ, ತುಳಜಾಪುರ, ಕಡಪರಸಂಗಂ, ಜೀಜಾಪುರ, ಪಡೆ ಬಾಲಾಜಿ ಟೆಂಪಲ್ (104, 898, 266, 917)
